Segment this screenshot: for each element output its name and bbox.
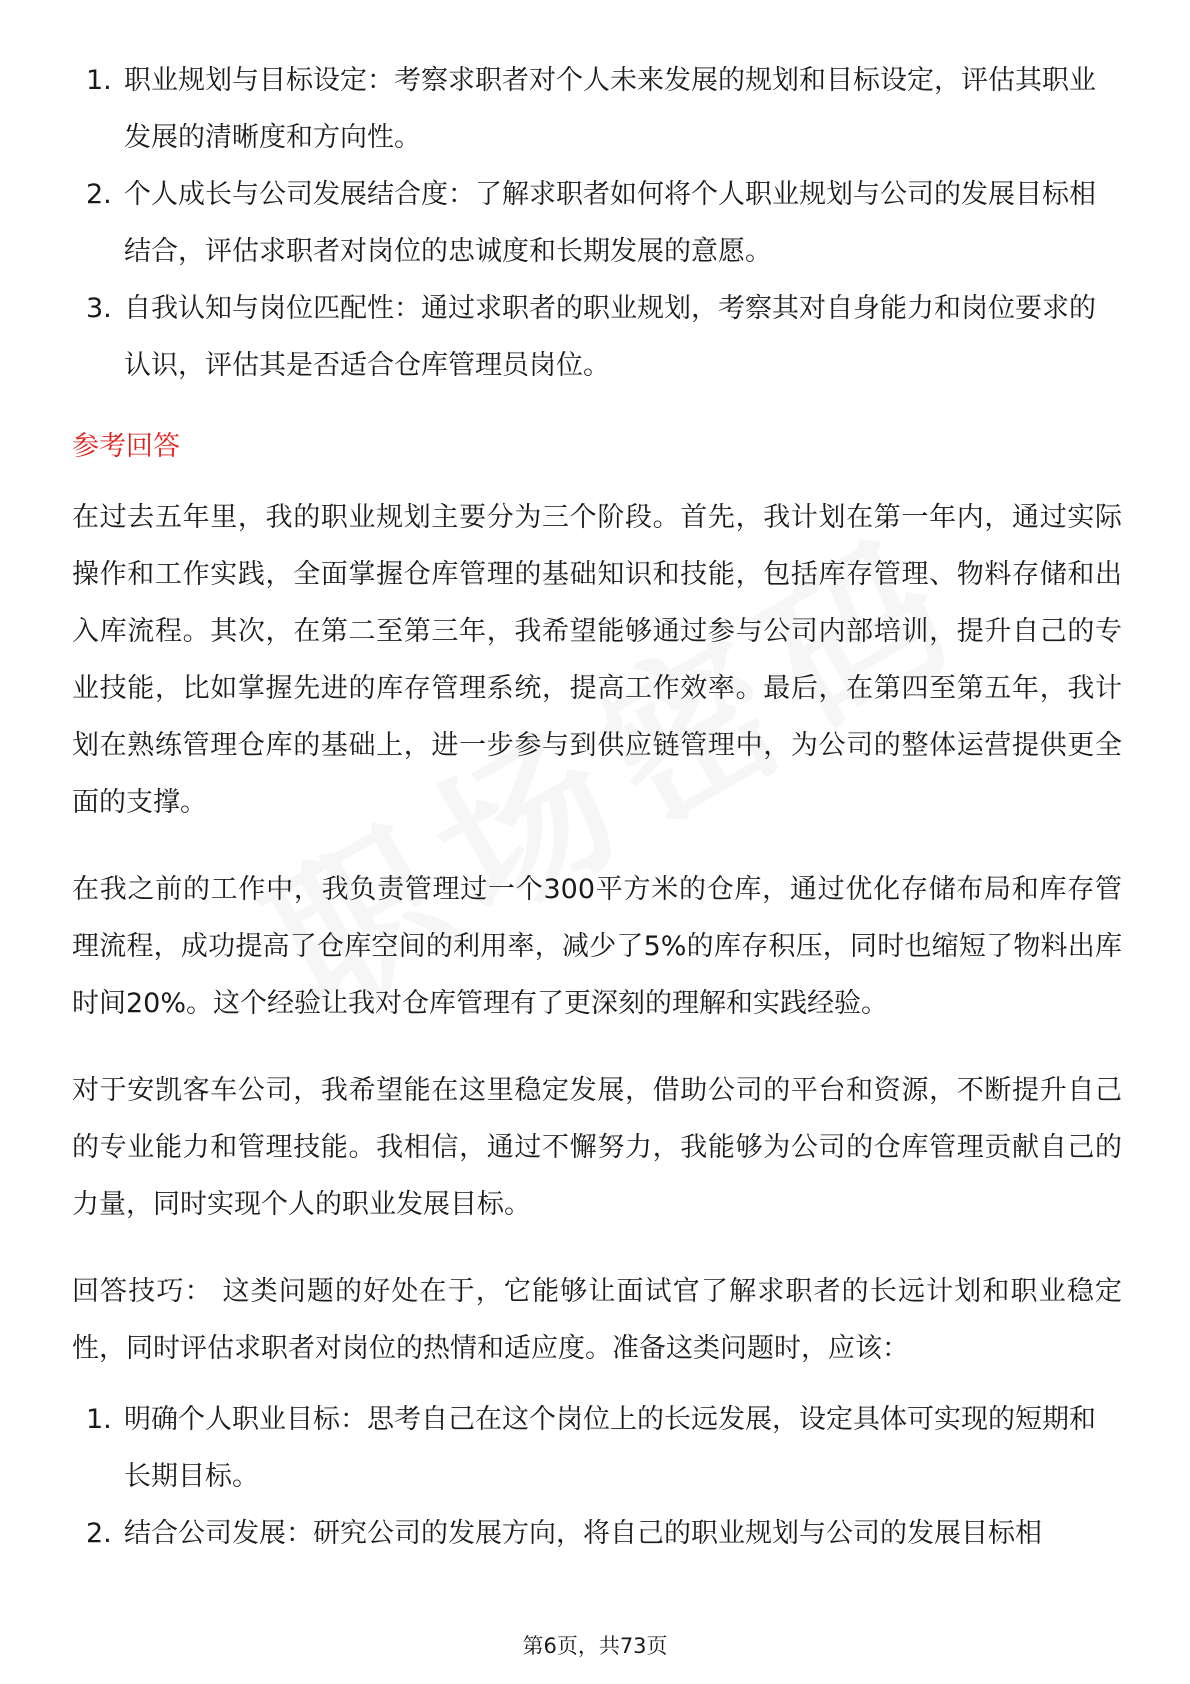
tips-list [72,1391,1122,1562]
list-item-text: 自我认知与岗位匹配性：通过求职者的职业规划，考察其对自身能力和岗位要求的认识，评估其是否适合仓库管理员岗位。 [124,293,1096,381]
page-footer: 第6页，共73页 [522,1634,668,1658]
list-item [72,1505,1122,1562]
list-item-text: 职业规划与目标设定：考察求职者对个人未来发展的规划和目标设定，评估其职业发展的清晰度和方向性。 [124,65,1096,153]
list-item [72,166,1122,280]
list-number: 1. [86,1404,112,1435]
paragraph: 在我之前的工作中，我负责管理过一个300平方米的仓库，通过优化存储布局和库存管理流程，成功提高了仓库空间的利用率，减少了5%的库存积压，同时也缩短了物料出库时间20%。这个经验让我对仓库管理有了更深刻的理解和实践经验。 [72,874,1122,1019]
paragraph: 在过去五年里，我的职业规划主要分为三个阶段。首先，我计划在第一年内，通过实际操作和工作实践，全面掌握仓库管理的基础知识和技能，包括库存管理、物料存储和出入库流程。其次，在第二至第三年，我希望能够通过参与公司内部培训，提升自己的专业技能，比如掌握先进的库存管理系统，提高工作效率。最后，在第四至第五年，我计划在熟练管理仓库的基础上，进一步参与到供应链管理中，为公司的整体运营提供更全面的支撑。 [72,502,1122,818]
list-item-text: 明确个人职业目标：思考自己在这个岗位上的长远发展，设定具体可实现的短期和长期目标。 [124,1404,1096,1492]
list-number: 2. [86,1518,112,1549]
evaluation-points-list [72,52,1122,394]
paragraph: 回答技巧： 这类问题的好处在于，它能够让面试官了解求职者的长远计划和职业稳定性，同时评估求职者对岗位的热情和适应度。准备这类问题时，应该： [72,1276,1122,1364]
list-item [72,52,1122,166]
paragraph: 对于安凯客车公司，我希望能在这里稳定发展，借助公司的平台和资源，不断提升自己的专业能力和管理技能。我相信，通过不懈努力，我能够为公司的仓库管理贡献自己的力量，同时实现个人的职业发展目标。 [72,1075,1122,1220]
list-item-text: 个人成长与公司发展结合度：了解求职者如何将个人职业规划与公司的发展目标相结合，评估求职者对岗位的忠诚度和长期发展的意愿。 [124,179,1096,267]
list-item [72,1391,1122,1505]
list-number: 1. [86,65,112,96]
list-number: 2. [86,179,112,210]
list-item [72,280,1122,394]
list-item-text: 结合公司发展：研究公司的发展方向，将自己的职业规划与公司的发展目标相 [124,1518,1042,1549]
list-number: 3. [86,293,112,324]
document-page [72,52,1122,1562]
section-heading: 参考回答 [72,431,180,462]
